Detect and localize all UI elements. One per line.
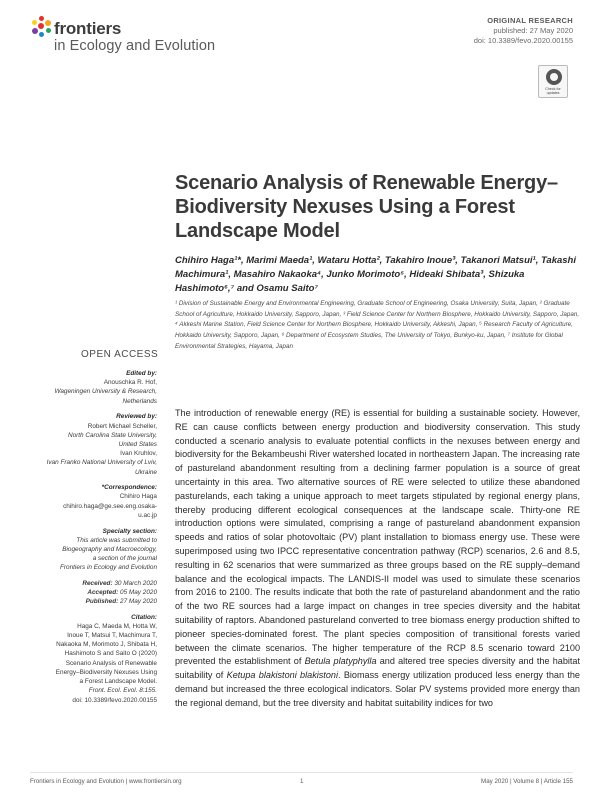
citation: Citation: Haga C, Maeda M, Hotta W, Inoue T, Matsui T, Machimura T, Nakaoka M, Morimoto J, Shibata H, Hashimoto S and Saito O (2020) Scenario Analysis of Renewable Energy–Biodiversity Nexuses Using a Forest Landscape Model. Front. Ecol. Evol. 8:155. doi: 10.3389/fevo.2020.00155 [30,613,157,705]
abstract: The introduction of renewable energy (RE) is essential for building a sustainable society. However, RE can cause conflicts between energy production and biodiversity conservation. This study conducted a scenario analysis to evaluate potential conflicts in the nexuses between energy and biodiversity for the Bekambeushi River watershed located in northeastern Japan. The increasing rate of pastureland abandonment resulting from a declining farmer population is a source of great uncertainty in this area. Two alternative sources of RE were selected to utilize these abandoned pasturelands, each taking a unique approach to meet targets stipulated by regional energy plans, thereby producing different ecological consequences at the landscape scale. Thirty-one RE introduction options were simulated, comprising a range of pastureland abandonment expansion speeds and ratios of solar photovoltaic (PV) plant installation to biomass energy use. These were superimposed using two IPCC representative concentration pathway (RCP) scenarios, 2.6 and 8.5, resulting in 62 scenarios that were summarized as three groups based on the RE supply–demand balance and the ecological impacts. The LANDIS-II model was used to simulate these scenarios from 2016 to 2100. The results indicate that both the rate of pastureland abandonment and the ratio of the two RE sources had a large impact on changes in tree species diversity and the habitat suitability of raptors. Abandoned pastureland converted to tree biomass energy production shifted to pioneer species-dominated forest. The plant species composition of transitional forests varied between the climate scenarios. The higher temperature of the RCP 8.5 scenario toward 2100 prevented the establishment of Betula platyphylla and altered tree species diversity and the habitat suitability of Ketupa blakistoni blakistoni. Biomass energy utilization produced less energy than the demand but increased the three ecological indicators. Solar PV systems provided more energy than the regional demand, but the tree diversity and habitat suitability indices for two [175,408,581,708]
crossmark-badge[interactable] [538,65,568,98]
doi[interactable]: doi: 10.3389/fevo.2020.00155 [473,36,573,45]
species-name: Ketupa blakistoni blakistoni [226,670,338,681]
page-footer [30,772,573,785]
article-meta [474,16,573,46]
affiliations: ¹ Division of Sustainable Energy and Environmental Engineering, Graduate School of Engineering, Osaka University, Suita, Japan, ² Graduate School of Agriculture, Hokkaido University, Sapporo, Japan, ³ Field Science Center for Northern Biosphere, Hokkaido University, Sapporo, Japan, ⁴ Akkeshi Marine Station, Field Science Center for Northern Biosphere, Hokkaido University, Akkeshi, Japan, ⁵ Research Faculty of Agriculture, Hokkaido University, Sapporo, Japan, ⁶ Department of Ecosystem Studies, The University of Tokyo, Bunkyo-ku, Japan, ⁷ Institute for Global Environmental Strategies, Hayama, Japan [175,300,580,350]
publisher-name: frontiers [54,19,122,38]
open-access-label: OPEN ACCESS [81,349,159,360]
reviewed-by: Reviewed by: Robert Michael Scheller, North Carolina State University, United States Ivan Kruhlov, Ivan Franko National University of Lviv, Ukraine [46,413,157,476]
species-name: Betula platyphylla [304,656,377,667]
crossmark-label: Check for updates [545,87,561,96]
crossmark-icon [546,69,562,85]
article-dates: Received: 30 March 2020 Accepted: 05 May 2020 Published: 27 May 2020 [82,580,157,606]
correspondence-email[interactable]: chihiro.haga@ge.see.eng.osaka- u.ac.jp [63,502,157,519]
article-title: Scenario Analysis of Renewable Energy–Biodiversity Nexuses Using a Forest Landscape Model [175,172,558,242]
author-list: Chihiro Haga¹*, Marimi Maeda¹, Wataru Hotta², Takahiro Inoue³, Takanori Matsui¹, Takashi Machimura¹, Masahiro Nakaoka⁴, Junko Morimoto⁵, Hideaki Shibata³, Shizuka Hashimoto⁶,⁷ and Osamu Saito⁷ [175,255,576,294]
citation-doi[interactable]: doi: 10.3389/fevo.2020.00155 [72,696,157,704]
frontiers-logo-icon [30,16,52,38]
published-date: published: 27 May 2020 [493,26,573,35]
page-number: 1 [300,778,304,785]
journal-name: in Ecology and Evolution [54,38,216,54]
frontiers-logo[interactable] [30,16,230,56]
edited-by: Edited by: Anouschka R. Hof, Wageningen University & Research, Netherlands [54,370,157,405]
specialty-section: Specialty section: This article was submitted to Biogeography and Macroecology, a section of the journal Frontiers in Ecology and Evolution [60,527,157,572]
footer-issue-info: May 2020 | Volume 8 | Article 155 [481,778,573,785]
footer-journal-link[interactable]: Frontiers in Ecology and Evolution | www.frontiersin.org [30,778,182,785]
article-sidebar [30,369,157,711]
correspondence: *Correspondence: Chihiro Haga chihiro.haga@ge.see.eng.osaka- u.ac.jp [30,483,157,520]
article-type: ORIGINAL RESEARCH [487,16,573,25]
